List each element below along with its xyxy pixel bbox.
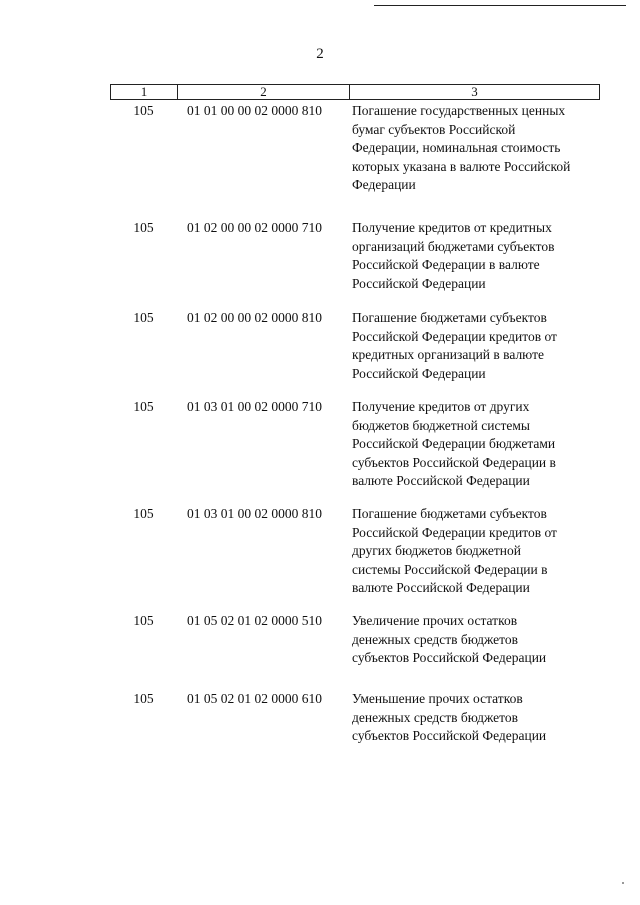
description-line: Российской Федерации кредитов от	[352, 524, 557, 540]
description-line: Российской Федерации кредитов от	[352, 328, 557, 344]
description-line: Увеличение прочих остатков	[352, 613, 518, 628]
page-number: 2	[316, 46, 324, 62]
admin-code: 105	[133, 103, 154, 118]
classification-code: 01 03 01 00 02 0000 710	[187, 399, 322, 414]
classification-code: 01 02 00 00 02 0000 710	[187, 220, 322, 235]
admin-code: 105	[133, 220, 154, 235]
description-line: Федерации, номинальная стоимость	[352, 140, 561, 155]
description-line: организаций бюджетами субъектов	[352, 238, 555, 254]
classification-code: 01 05 02 01 02 0000 510	[187, 613, 322, 628]
description-line: бюджетов бюджетной системы	[352, 417, 530, 433]
description-line: Получение кредитов от кредитных	[352, 220, 552, 235]
description-line: субъектов Российской Федерации в	[352, 454, 556, 470]
description-line: Российской Федерации бюджетами	[352, 436, 556, 451]
description-line: Получение кредитов от других	[352, 399, 530, 414]
classification-code: 01 02 00 00 02 0000 810	[187, 310, 322, 325]
table-header	[110, 84, 600, 100]
description-line: денежных средств бюджетов	[352, 709, 519, 725]
description-line: Погашение бюджетами субъектов	[352, 310, 547, 325]
admin-code: 105	[133, 613, 154, 628]
row-description	[352, 219, 596, 293]
header-col-1: 1	[111, 85, 178, 99]
row-description	[352, 309, 596, 383]
description-line: Российской Федерации	[352, 365, 486, 381]
description-line: денежных средств бюджетов	[352, 631, 519, 647]
admin-code: 105	[133, 506, 154, 521]
description-line: системы Российской Федерации в	[352, 561, 548, 577]
admin-code: 105	[133, 399, 154, 414]
description-line: субъектов Российской Федерации	[352, 650, 547, 665]
scan-speck	[622, 882, 624, 884]
description-line: Погашение бюджетами субъектов	[352, 506, 547, 521]
header-col-2: 2	[178, 85, 350, 99]
description-line: которых указана в валюте Российской	[352, 158, 571, 174]
description-line: субъектов Российской Федерации	[352, 728, 547, 743]
classification-code: 01 03 01 00 02 0000 810	[187, 506, 322, 521]
description-line: Уменьшение прочих остатков	[352, 691, 523, 706]
description-line: кредитных организаций в валюте	[352, 347, 544, 362]
description-line: других бюджетов бюджетной	[352, 543, 521, 558]
row-description	[352, 505, 596, 598]
description-line: Российской Федерации в валюте	[352, 257, 540, 272]
admin-code: 105	[133, 691, 154, 706]
row-description	[352, 102, 596, 195]
top-rule	[374, 5, 626, 6]
row-description	[352, 690, 596, 746]
classification-code: 01 05 02 01 02 0000 610	[187, 691, 322, 706]
description-line: валюте Российской Федерации	[352, 473, 530, 488]
header-col-3: 3	[471, 84, 478, 99]
description-line: бумаг субъектов Российской	[352, 121, 516, 137]
row-description	[352, 612, 596, 668]
description-line: валюте Российской Федерации	[352, 580, 530, 595]
description-line: Российской Федерации	[352, 275, 486, 291]
description-line: Погашение государственных ценных	[352, 103, 566, 118]
row-description	[352, 398, 596, 491]
description-line: Федерации	[352, 177, 416, 192]
admin-code: 105	[133, 310, 154, 325]
classification-code: 01 01 00 00 02 0000 810	[187, 103, 322, 118]
